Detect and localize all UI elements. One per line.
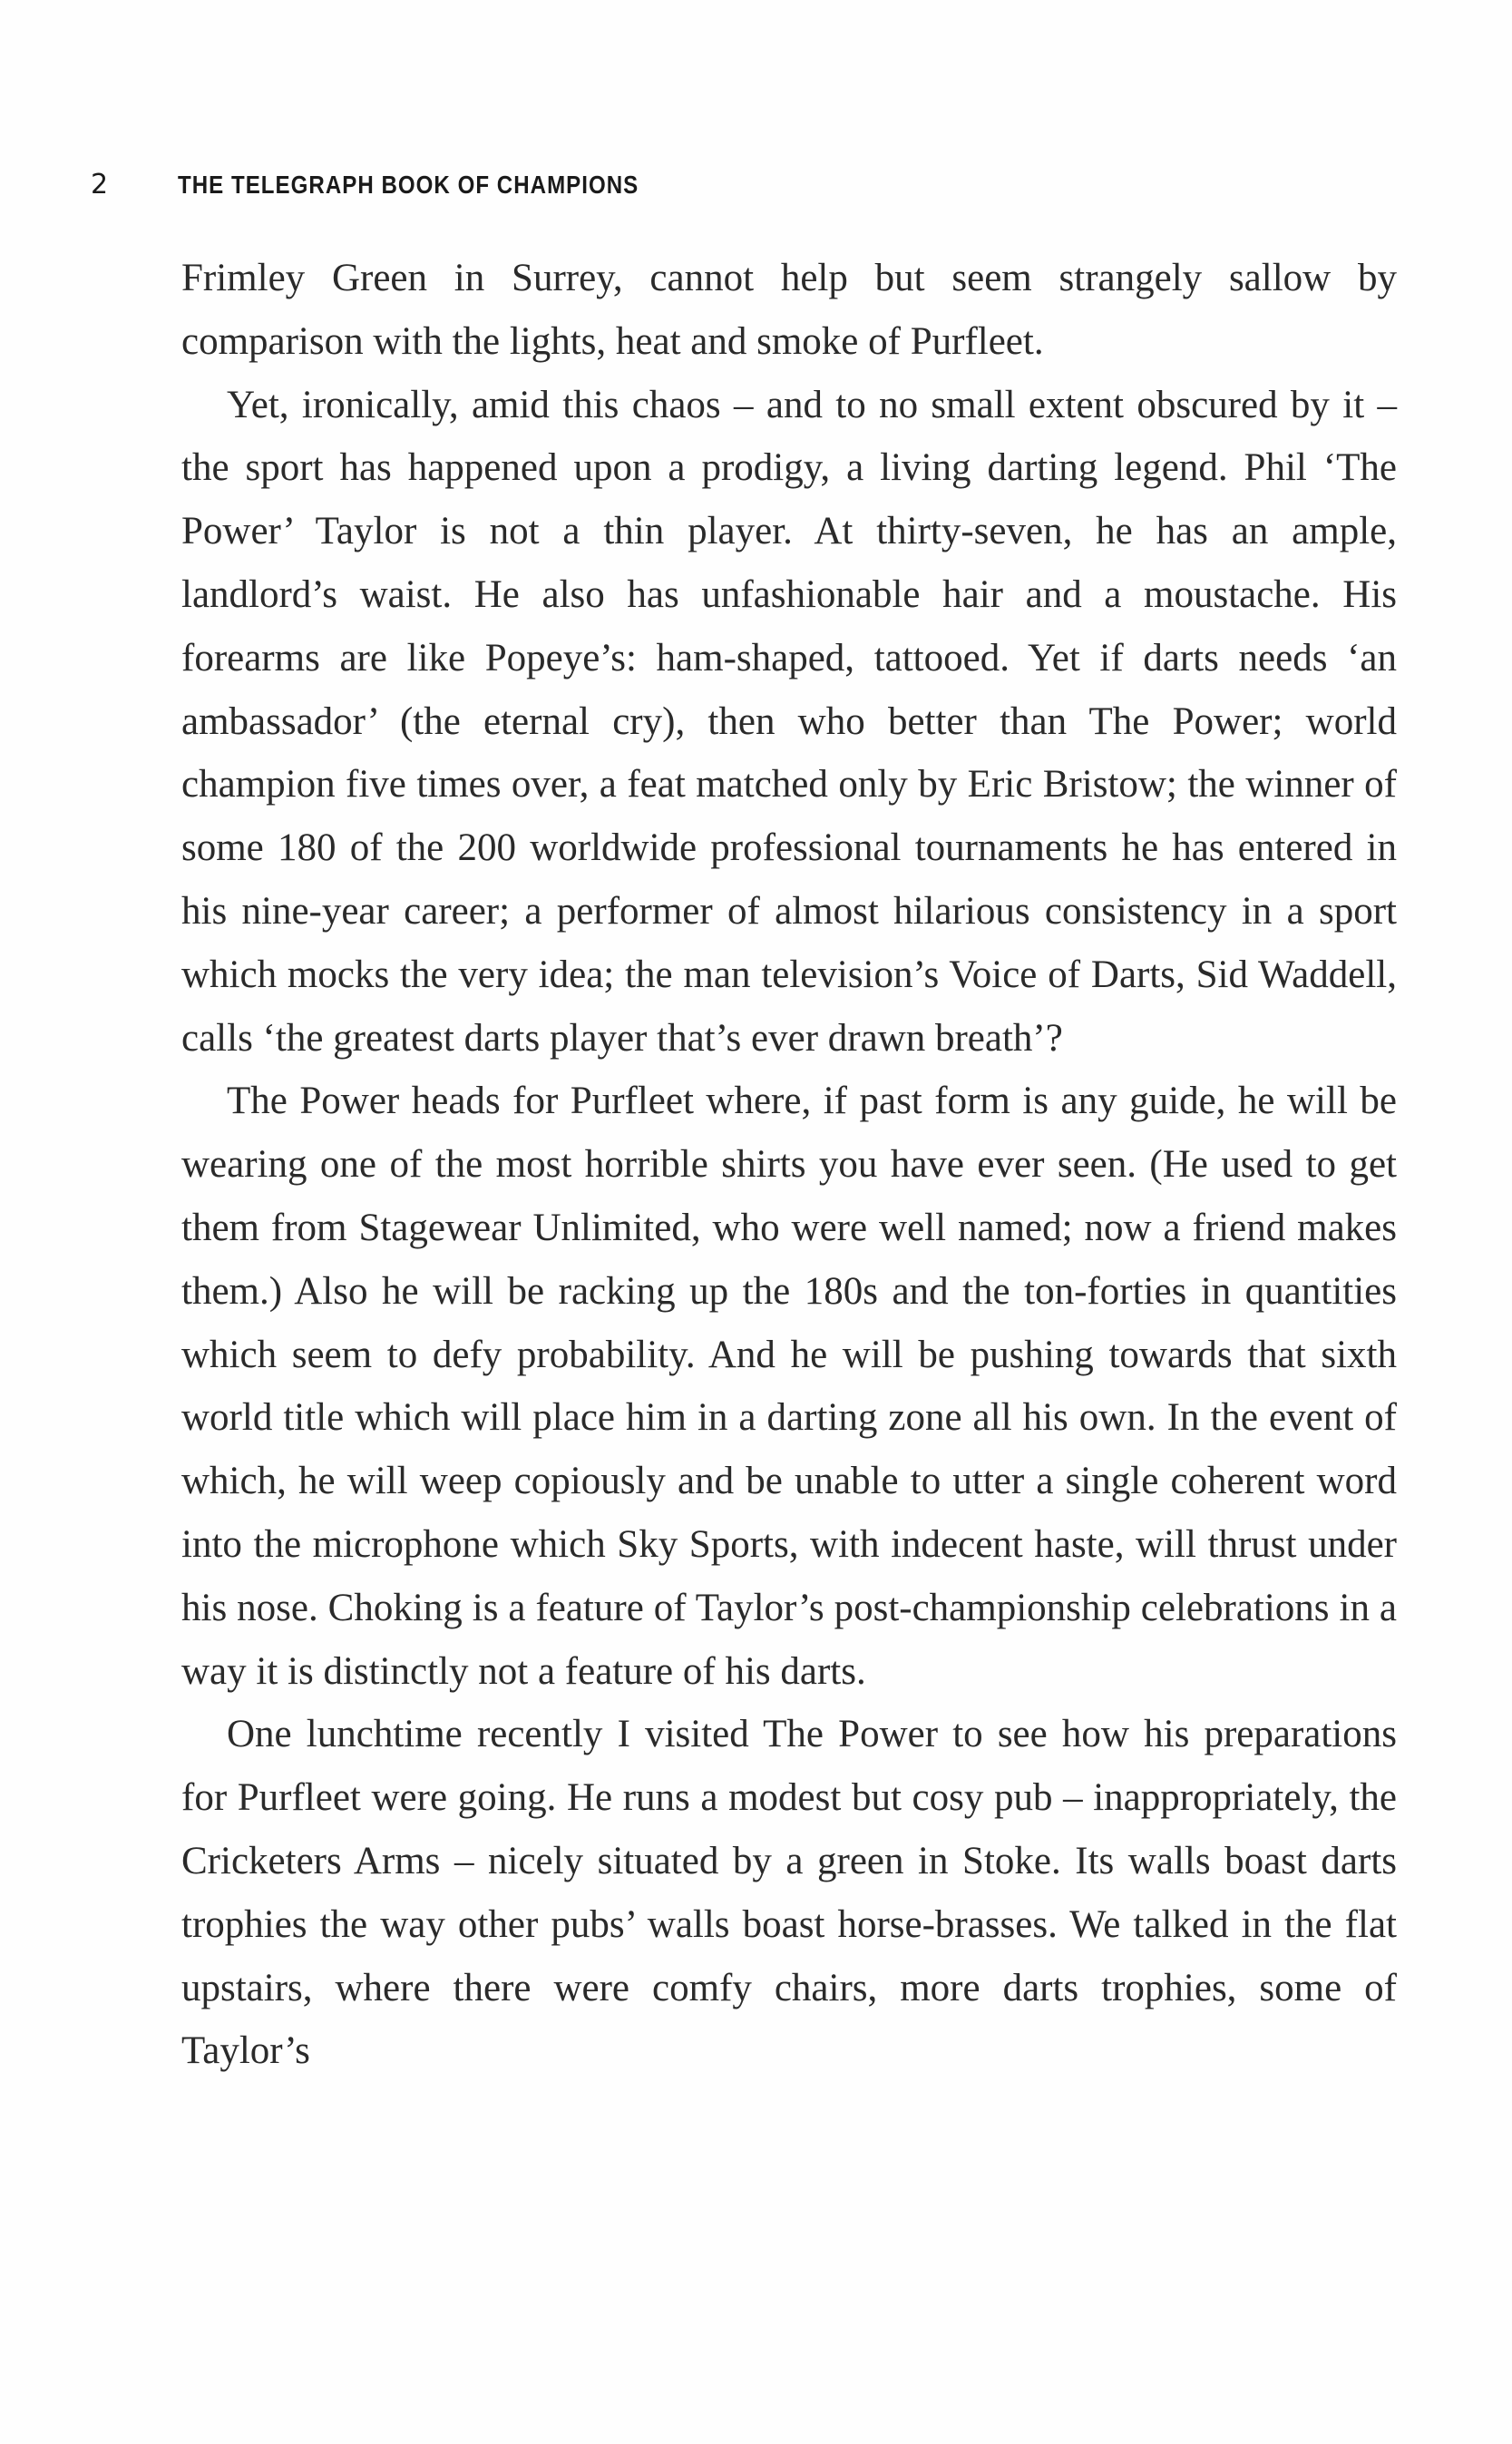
page-number: 2: [91, 169, 109, 200]
paragraph: One lunchtime recently I visited The Power to see how his preparations for Purfleet were going. He runs a modest but cosy pub – inappropriately, the Cricketers Arms – nicely situated by a green in Stoke. Its walls boast darts trophies the way other pubs’ walls boast horse-brasses. We talked in the flat upstairs, where there were comfy chairs, more darts trophies, some of Taylor’s: [181, 1713, 1397, 2073]
paragraph: Yet, ironically, amid this chaos – and to no small extent obscured by it – the sport has happened upon a prodigy, a living darting legend. Phil ‘The Power’ Taylor is not a thin player. At thirty-seven, he has an ample, landlord’s waist. He also has unfashionable hair and a moustache. His forearms are like Popeye’s: ham-shaped, tattooed. Yet if darts needs ‘an ambassador’ (the eternal cry), then who better than The Power; world champion five times over, a feat matched only by Eric Bristow; the winner of some 180 of the 200 worldwide professional tournaments he has entered in his nine-year career; a performer of almost hilarious consistency in a sport which mocks the very idea; the man television’s Voice of Darts, Sid Waddell, calls ‘the greatest darts player that’s ever drawn breath’?: [181, 383, 1397, 1060]
book-title: THE TELEGRAPH BOOK OF CHAMPIONS: [178, 171, 639, 199]
paragraph-continued: Frimley Green in Surrey, cannot help but seem strangely sallow by comparison with the lights, heat and smoke of Purfleet.: [181, 257, 1397, 363]
running-head: [91, 169, 714, 205]
body-text: [181, 247, 1397, 2083]
paragraph: The Power heads for Purfleet where, if past form is any guide, he will be wearing one of the most horrible shirts you have ever seen. (He used to get them from Stagewear Unlimited, who were well named; now a friend makes them.) Also he will be racking up the 180s and the ton-forties in quantities which seem to defy probability. And he will be pushing towards that sixth world title which will place him in a darting zone all his own. In the event of which, he will weep copiously and be unable to utter a single coherent word into the microphone which Sky Sports, with indecent haste, will thrust under his nose. Choking is a feature of Taylor’s post-championship celebrations in a way it is distinctly not a feature of his darts.: [181, 1080, 1397, 1693]
